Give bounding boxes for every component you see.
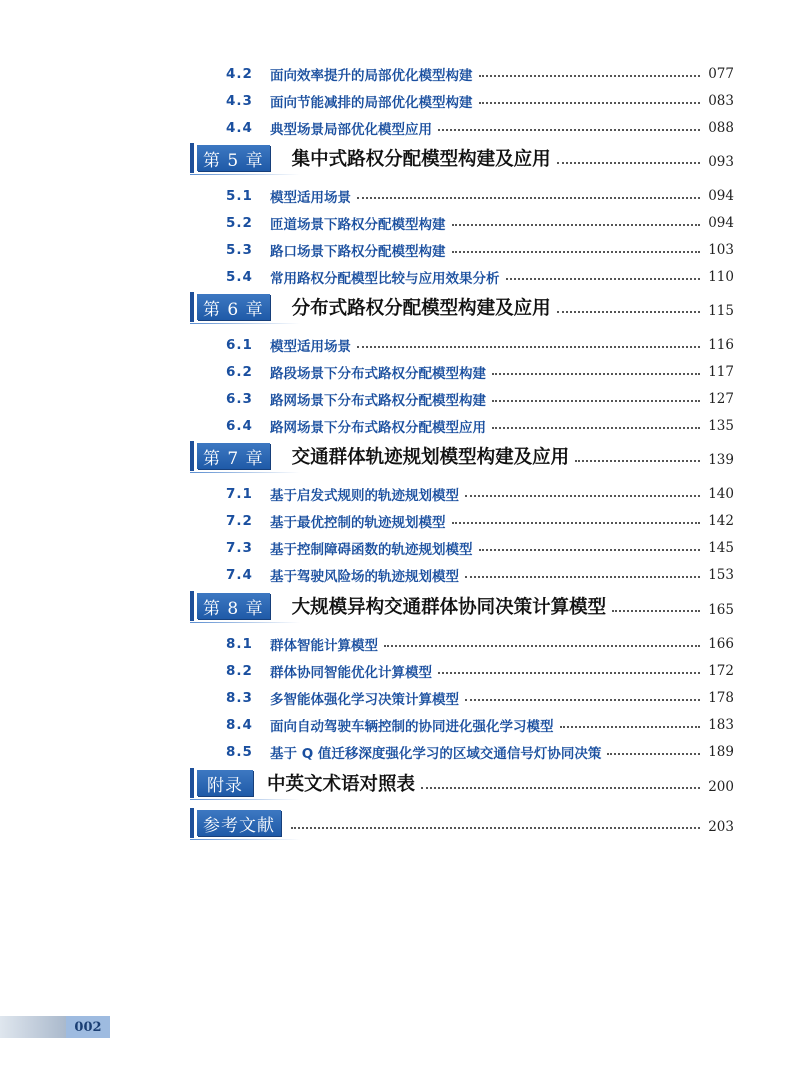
chapter-underline <box>190 472 300 473</box>
section-number: 7.3 <box>226 540 253 556</box>
dot-leader <box>557 311 700 313</box>
page-number: 135 <box>708 418 734 434</box>
page-number: 110 <box>708 269 734 285</box>
dot-leader <box>492 400 700 402</box>
toc-section-7-3[interactable] <box>226 538 734 558</box>
chapter-title: 集中式路权分配模型构建及应用 <box>291 149 551 170</box>
toc-chapter-5[interactable] <box>190 143 734 173</box>
page-number: 077 <box>708 66 734 82</box>
section-number: 8.3 <box>226 690 253 706</box>
toc-chapter-8[interactable] <box>190 591 734 621</box>
dot-leader <box>357 197 700 199</box>
page-number: 203 <box>708 819 734 835</box>
dot-leader <box>479 75 701 77</box>
dot-leader <box>384 645 700 647</box>
dot-leader <box>492 427 700 429</box>
toc-section-4-2[interactable] <box>226 64 734 84</box>
page-number: 083 <box>708 93 734 109</box>
chapter-underline <box>190 799 300 800</box>
page-number: 088 <box>708 120 734 136</box>
section-title: 面向效率提升的局部优化模型构建 <box>270 68 473 84</box>
toc-section-6-3[interactable] <box>226 389 734 409</box>
toc-section-6-4[interactable] <box>226 416 734 436</box>
section-title: 典型场景局部优化模型应用 <box>270 122 432 138</box>
section-title: 面向节能减排的局部优化模型构建 <box>270 95 473 111</box>
section-number: 6.3 <box>226 391 253 407</box>
section-number: 5.1 <box>226 188 253 204</box>
section-number: 6.4 <box>226 418 253 434</box>
section-title: 面向自动驾驶车辆控制的协同进化强化学习模型 <box>270 719 554 735</box>
section-number: 5.2 <box>226 215 253 231</box>
chapter-title: 交通群体轨迹规划模型构建及应用 <box>291 447 570 468</box>
chapter-badge: 第 7 章 <box>197 443 270 469</box>
section-number: 7.2 <box>226 513 253 529</box>
dot-leader <box>612 610 700 612</box>
page-number: 139 <box>708 452 734 468</box>
section-title: 路口场景下路权分配模型构建 <box>270 244 446 260</box>
toc-appendix[interactable] <box>190 768 734 798</box>
page-number: 103 <box>708 242 734 258</box>
page-number: 115 <box>708 303 734 319</box>
dot-leader <box>492 373 700 375</box>
chapter-accent-bar <box>190 441 194 471</box>
toc-section-6-2[interactable] <box>226 362 734 382</box>
section-number: 4.2 <box>226 66 253 82</box>
section-title: 模型适用场景 <box>270 190 351 206</box>
page-number: 183 <box>708 717 734 733</box>
dot-leader <box>465 495 700 497</box>
toc-section-8-5[interactable] <box>226 742 734 762</box>
dot-leader <box>560 726 701 728</box>
section-title: 常用路权分配模型比较与应用效果分析 <box>270 271 500 287</box>
chapter-underline <box>190 839 300 840</box>
section-number: 4.4 <box>226 120 253 136</box>
toc-chapter-7[interactable] <box>190 441 734 471</box>
toc-section-7-4[interactable] <box>226 565 734 585</box>
toc-section-7-2[interactable] <box>226 511 734 531</box>
page-number: 166 <box>708 636 734 652</box>
section-number: 7.4 <box>226 567 253 583</box>
dot-leader <box>479 102 701 104</box>
section-number: 8.5 <box>226 744 253 760</box>
page-number: 117 <box>708 364 734 380</box>
section-title: 基于启发式规则的轨迹规划模型 <box>270 488 459 504</box>
dot-leader <box>421 787 700 789</box>
dot-leader <box>479 549 701 551</box>
dot-leader <box>557 162 700 164</box>
appendix-title: 中英文术语对照表 <box>267 774 416 795</box>
toc-section-4-4[interactable] <box>226 118 734 138</box>
chapter-underline <box>190 622 300 623</box>
toc-section-8-1[interactable] <box>226 634 734 654</box>
chapter-accent-bar <box>190 292 194 322</box>
page-number: 127 <box>708 391 734 407</box>
section-number: 5.3 <box>226 242 253 258</box>
page-number: 172 <box>708 663 734 679</box>
section-title: 基于驾驶风险场的轨迹规划模型 <box>270 569 459 585</box>
toc-section-5-4[interactable] <box>226 267 734 287</box>
section-title: 基于控制障碍函数的轨迹规划模型 <box>270 542 473 558</box>
section-number: 8.4 <box>226 717 253 733</box>
page-number: 140 <box>708 486 734 502</box>
dot-leader <box>575 460 700 462</box>
toc-section-6-1[interactable] <box>226 335 734 355</box>
section-title: 模型适用场景 <box>270 339 351 355</box>
section-title: 路段场景下分布式路权分配模型构建 <box>270 366 486 382</box>
section-title: 路网场景下分布式路权分配模型构建 <box>270 393 486 409</box>
page-number: 165 <box>708 602 734 618</box>
dot-leader <box>452 522 701 524</box>
page-number: 178 <box>708 690 734 706</box>
dot-leader <box>506 278 701 280</box>
page-number: 094 <box>708 215 734 231</box>
section-number: 5.4 <box>226 269 253 285</box>
section-title: 多智能体强化学习决策计算模型 <box>270 692 459 708</box>
section-title: 匝道场景下路权分配模型构建 <box>270 217 446 233</box>
page-number: 093 <box>708 154 734 170</box>
chapter-title: 分布式路权分配模型构建及应用 <box>291 298 551 319</box>
dot-leader <box>452 224 701 226</box>
toc-references[interactable] <box>190 808 734 838</box>
toc-chapter-6[interactable] <box>190 292 734 322</box>
chapter-accent-bar <box>190 143 194 173</box>
chapter-accent-bar <box>190 808 194 838</box>
section-title: 基于最优控制的轨迹规划模型 <box>270 515 446 531</box>
toc-section-4-3[interactable] <box>226 91 734 111</box>
chapter-title: 大规模异构交通群体协同决策计算模型 <box>291 597 607 618</box>
appendix-badge: 附录 <box>197 770 253 796</box>
chapter-accent-bar <box>190 768 194 798</box>
page-number: 200 <box>708 779 734 795</box>
section-title: 群体智能计算模型 <box>270 638 378 654</box>
section-title: 路网场景下分布式路权分配模型应用 <box>270 420 486 436</box>
section-number: 6.1 <box>226 337 253 353</box>
dot-leader <box>607 753 700 755</box>
dot-leader <box>465 699 700 701</box>
chapter-badge: 第 8 章 <box>197 593 270 619</box>
references-badge: 参考文献 <box>197 810 281 836</box>
chapter-underline <box>190 174 300 175</box>
section-number: 4.3 <box>226 93 253 109</box>
toc-section-7-1[interactable] <box>226 484 734 504</box>
toc-section-8-4[interactable] <box>226 715 734 735</box>
footer-page-number: 002 <box>66 1016 110 1038</box>
section-number: 6.2 <box>226 364 253 380</box>
dot-leader <box>357 346 700 348</box>
dot-leader <box>291 827 700 829</box>
page-number: 116 <box>708 337 734 353</box>
dot-leader <box>438 672 700 674</box>
section-number: 7.1 <box>226 486 253 502</box>
dot-leader <box>452 251 701 253</box>
page-number: 094 <box>708 188 734 204</box>
toc-section-5-1[interactable] <box>226 186 734 206</box>
section-title: 基于 Q 值迁移深度强化学习的区域交通信号灯协同决策 <box>270 746 602 762</box>
toc-section-5-3[interactable] <box>226 240 734 260</box>
toc-section-5-2[interactable] <box>226 213 734 233</box>
dot-leader <box>465 576 700 578</box>
chapter-badge: 第 6 章 <box>197 294 270 320</box>
page-number: 189 <box>708 744 734 760</box>
toc-section-8-2[interactable] <box>226 661 734 681</box>
footer-band <box>0 1016 66 1038</box>
section-title: 群体协同智能优化计算模型 <box>270 665 432 681</box>
chapter-underline <box>190 323 300 324</box>
chapter-accent-bar <box>190 591 194 621</box>
section-number: 8.1 <box>226 636 253 652</box>
toc-section-8-3[interactable] <box>226 688 734 708</box>
chapter-badge: 第 5 章 <box>197 145 270 171</box>
page-number: 153 <box>708 567 734 583</box>
page-number: 145 <box>708 540 734 556</box>
dot-leader <box>438 129 700 131</box>
page-number: 142 <box>708 513 734 529</box>
section-number: 8.2 <box>226 663 253 679</box>
